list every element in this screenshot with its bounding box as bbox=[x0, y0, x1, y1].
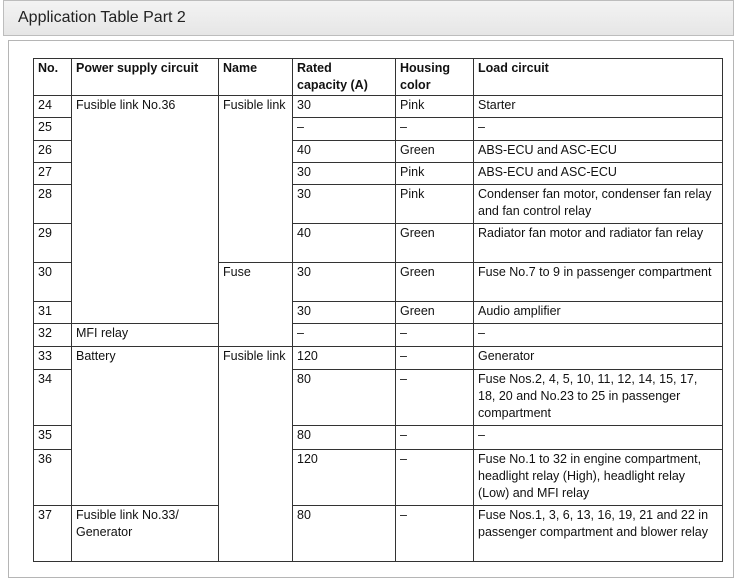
cell-rated: – bbox=[293, 118, 396, 141]
cell-no: 29 bbox=[34, 224, 72, 263]
cell-color: Green bbox=[396, 302, 474, 324]
cell-no: 32 bbox=[34, 324, 72, 347]
cell-load: – bbox=[474, 426, 723, 450]
cell-color: Green bbox=[396, 224, 474, 263]
table-row bbox=[34, 324, 723, 347]
cell-color: – bbox=[396, 347, 474, 370]
cell-no: 34 bbox=[34, 370, 72, 426]
cell-no: 35 bbox=[34, 426, 72, 450]
cell-load: Starter bbox=[474, 96, 723, 118]
cell-no: 27 bbox=[34, 163, 72, 185]
cell-rated: 40 bbox=[293, 141, 396, 163]
header-rated-line-1: Rated bbox=[297, 61, 332, 75]
cell-no: 37 bbox=[34, 506, 72, 562]
cell-rated: 30 bbox=[293, 185, 396, 224]
cell-color: – bbox=[396, 426, 474, 450]
cell-name-fusible-link: Fusible link bbox=[219, 96, 293, 263]
cell-no: 30 bbox=[34, 263, 72, 302]
cell-color: – bbox=[396, 506, 474, 562]
cell-load: Condenser fan motor, condenser fan relay and fan control relay bbox=[474, 185, 723, 224]
cell-rated: 80 bbox=[293, 426, 396, 450]
header-load-circuit: Load circuit bbox=[474, 59, 723, 96]
cell-supply-mfi-relay: MFI relay bbox=[72, 324, 219, 347]
cell-rated: – bbox=[293, 324, 396, 347]
header-housing-line-2: color bbox=[400, 78, 431, 92]
cell-load: Fuse Nos.1, 3, 6, 13, 16, 19, 21 and 22 in passenger compartment and blower relay bbox=[474, 506, 723, 562]
table-row bbox=[34, 347, 723, 370]
cell-color: Pink bbox=[396, 185, 474, 224]
header-housing-line-1: Housing bbox=[400, 61, 450, 75]
header-power-supply-circuit: Power supply circuit bbox=[72, 59, 219, 96]
cell-load: ABS-ECU and ASC-ECU bbox=[474, 141, 723, 163]
cell-color: Green bbox=[396, 141, 474, 163]
header-rated-capacity bbox=[293, 59, 396, 96]
cell-color: Green bbox=[396, 263, 474, 302]
cell-load: Audio amplifier bbox=[474, 302, 723, 324]
cell-name-fuse: Fuse bbox=[219, 263, 293, 347]
cell-rated: 80 bbox=[293, 370, 396, 426]
cell-load: Fuse No.1 to 32 in engine compartment, headlight relay (High), headlight relay (Low) and MFI relay bbox=[474, 450, 723, 506]
cell-color: Pink bbox=[396, 163, 474, 185]
title-bar bbox=[3, 0, 734, 36]
cell-rated: 120 bbox=[293, 450, 396, 506]
cell-load: ABS-ECU and ASC-ECU bbox=[474, 163, 723, 185]
cell-no: 33 bbox=[34, 347, 72, 370]
cell-load: Fuse Nos.2, 4, 5, 10, 11, 12, 14, 15, 17, 18, 20 and No.23 to 25 in passenger compartment bbox=[474, 370, 723, 426]
cell-load: – bbox=[474, 118, 723, 141]
cell-rated: 80 bbox=[293, 506, 396, 562]
cell-rated: 30 bbox=[293, 302, 396, 324]
cell-color: – bbox=[396, 324, 474, 347]
cell-no: 24 bbox=[34, 96, 72, 118]
table-row bbox=[34, 96, 723, 118]
cell-no: 28 bbox=[34, 185, 72, 224]
header-rated-line-2: capacity (A) bbox=[297, 78, 368, 92]
cell-rated: 120 bbox=[293, 347, 396, 370]
cell-supply-fusible-link-36: Fusible link No.36 bbox=[72, 96, 219, 324]
cell-rated: 30 bbox=[293, 163, 396, 185]
cell-no: 36 bbox=[34, 450, 72, 506]
cell-no: 31 bbox=[34, 302, 72, 324]
cell-load: Fuse No.7 to 9 in passenger compartment bbox=[474, 263, 723, 302]
cell-rated: 30 bbox=[293, 263, 396, 302]
application-table bbox=[33, 58, 723, 562]
cell-load: – bbox=[474, 324, 723, 347]
cell-name-fusible-link: Fusible link bbox=[219, 347, 293, 562]
cell-color: – bbox=[396, 118, 474, 141]
header-housing-color bbox=[396, 59, 474, 96]
header-name: Name bbox=[219, 59, 293, 96]
cell-no: 25 bbox=[34, 118, 72, 141]
cell-rated: 30 bbox=[293, 96, 396, 118]
cell-color: Pink bbox=[396, 96, 474, 118]
cell-color: – bbox=[396, 370, 474, 426]
window-title: Application Table Part 2 bbox=[18, 9, 186, 26]
cell-supply-fusible-link-33: Fusible link No.33/ Generator bbox=[72, 506, 219, 562]
cell-rated: 40 bbox=[293, 224, 396, 263]
cell-load: Generator bbox=[474, 347, 723, 370]
header-row bbox=[34, 59, 723, 96]
cell-no: 26 bbox=[34, 141, 72, 163]
cell-supply-battery: Battery bbox=[72, 347, 219, 506]
cell-color: – bbox=[396, 450, 474, 506]
header-no: No. bbox=[34, 59, 72, 96]
cell-load: Radiator fan motor and radiator fan relay bbox=[474, 224, 723, 263]
table-row bbox=[34, 506, 723, 562]
